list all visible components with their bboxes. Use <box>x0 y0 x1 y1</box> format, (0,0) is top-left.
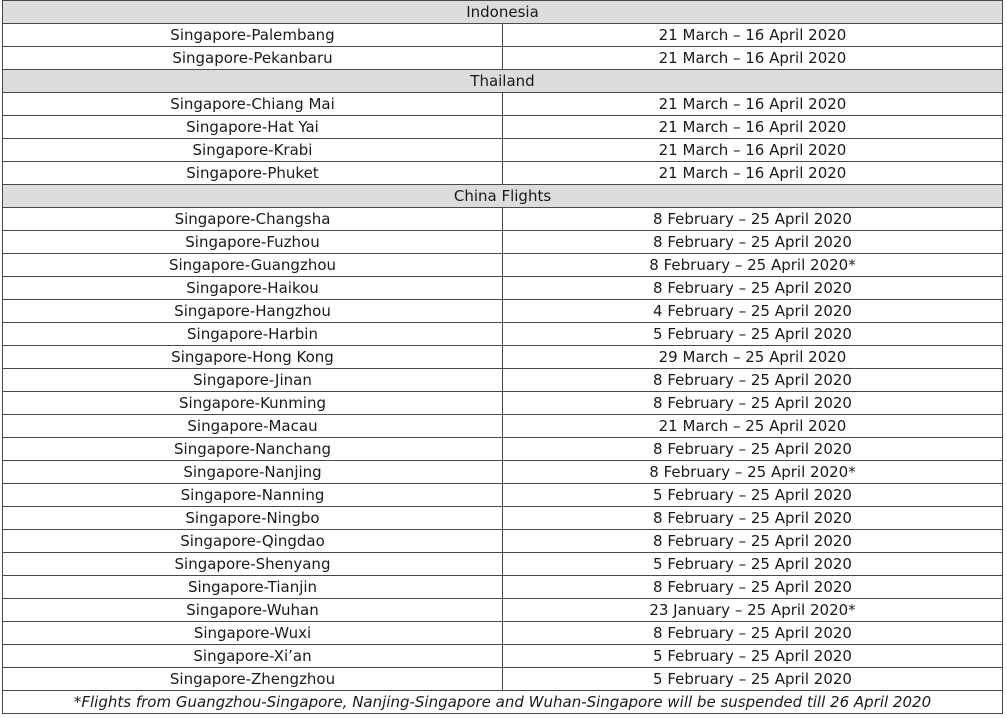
route-cell: Singapore-Zhengzhou <box>3 668 503 691</box>
suspension-period-cell: 21 March – 16 April 2020 <box>503 116 1003 139</box>
table-row <box>3 668 1003 691</box>
route-cell: Singapore-Guangzhou <box>3 254 503 277</box>
suspension-period-cell: 8 February – 25 April 2020 <box>503 576 1003 599</box>
route-cell: Singapore-Kunming <box>3 392 503 415</box>
route-cell: Singapore-Jinan <box>3 369 503 392</box>
route-cell: Singapore-Hong Kong <box>3 346 503 369</box>
route-cell: Singapore-Palembang <box>3 24 503 47</box>
route-cell: Singapore-Xi’an <box>3 645 503 668</box>
table-row <box>3 254 1003 277</box>
suspension-period-cell: 23 January – 25 April 2020* <box>503 599 1003 622</box>
suspension-period-cell: 8 February – 25 April 2020 <box>503 369 1003 392</box>
route-cell: Singapore-Hat Yai <box>3 116 503 139</box>
table-row <box>3 24 1003 47</box>
table-row <box>3 323 1003 346</box>
suspension-period-cell: 21 March – 16 April 2020 <box>503 139 1003 162</box>
suspension-period-cell: 5 February – 25 April 2020 <box>503 553 1003 576</box>
table-row <box>3 47 1003 70</box>
table-row <box>3 553 1003 576</box>
suspension-period-cell: 8 February – 25 April 2020 <box>503 507 1003 530</box>
section-title: Thailand <box>3 70 1003 93</box>
table-row <box>3 392 1003 415</box>
table-row <box>3 415 1003 438</box>
footnote-row <box>3 691 1003 714</box>
table-row <box>3 530 1003 553</box>
route-cell: Singapore-Nanning <box>3 484 503 507</box>
suspension-period-cell: 21 March – 16 April 2020 <box>503 24 1003 47</box>
section-title: Indonesia <box>3 1 1003 24</box>
table-row <box>3 438 1003 461</box>
route-cell: Singapore-Harbin <box>3 323 503 346</box>
route-cell: Singapore-Macau <box>3 415 503 438</box>
suspension-period-cell: 5 February – 25 April 2020 <box>503 484 1003 507</box>
table-row <box>3 645 1003 668</box>
suspension-period-cell: 5 February – 25 April 2020 <box>503 645 1003 668</box>
section-title: China Flights <box>3 185 1003 208</box>
route-cell: Singapore-Qingdao <box>3 530 503 553</box>
table-row <box>3 346 1003 369</box>
suspension-period-cell: 21 March – 16 April 2020 <box>503 47 1003 70</box>
table-row <box>3 277 1003 300</box>
table-row <box>3 599 1003 622</box>
footnote: *Flights from Guangzhou-Singapore, Nanjing-Singapore and Wuhan-Singapore will be suspended till 26 April 2020 <box>3 691 1003 714</box>
route-cell: Singapore-Nanchang <box>3 438 503 461</box>
suspension-period-cell: 8 February – 25 April 2020 <box>503 392 1003 415</box>
suspension-period-cell: 21 March – 25 April 2020 <box>503 415 1003 438</box>
suspension-period-cell: 4 February – 25 April 2020 <box>503 300 1003 323</box>
suspension-period-cell: 8 February – 25 April 2020 <box>503 622 1003 645</box>
route-cell: Singapore-Pekanbaru <box>3 47 503 70</box>
section-header-row <box>3 1 1003 24</box>
route-cell: Singapore-Chiang Mai <box>3 93 503 116</box>
table-body <box>3 1 1003 714</box>
suspension-period-cell: 21 March – 16 April 2020 <box>503 93 1003 116</box>
route-cell: Singapore-Haikou <box>3 277 503 300</box>
table-row <box>3 576 1003 599</box>
suspension-period-cell: 21 March – 16 April 2020 <box>503 162 1003 185</box>
table-row <box>3 139 1003 162</box>
suspension-period-cell: 8 February – 25 April 2020* <box>503 461 1003 484</box>
section-header-row <box>3 185 1003 208</box>
suspension-schedule-table <box>2 0 1003 714</box>
table-row <box>3 116 1003 139</box>
table-row <box>3 231 1003 254</box>
suspension-period-cell: 5 February – 25 April 2020 <box>503 668 1003 691</box>
route-cell: Singapore-Krabi <box>3 139 503 162</box>
table-row <box>3 300 1003 323</box>
suspension-period-cell: 8 February – 25 April 2020 <box>503 438 1003 461</box>
table-row <box>3 208 1003 231</box>
suspension-period-cell: 8 February – 25 April 2020 <box>503 530 1003 553</box>
route-cell: Singapore-Tianjin <box>3 576 503 599</box>
table-row <box>3 507 1003 530</box>
suspension-period-cell: 29 March – 25 April 2020 <box>503 346 1003 369</box>
route-cell: Singapore-Phuket <box>3 162 503 185</box>
table-row <box>3 162 1003 185</box>
route-cell: Singapore-Wuhan <box>3 599 503 622</box>
suspension-period-cell: 8 February – 25 April 2020* <box>503 254 1003 277</box>
table-row <box>3 369 1003 392</box>
route-cell: Singapore-Nanjing <box>3 461 503 484</box>
suspension-period-cell: 8 February – 25 April 2020 <box>503 231 1003 254</box>
table-row <box>3 622 1003 645</box>
table-row <box>3 93 1003 116</box>
route-cell: Singapore-Changsha <box>3 208 503 231</box>
route-cell: Singapore-Fuzhou <box>3 231 503 254</box>
route-cell: Singapore-Ningbo <box>3 507 503 530</box>
section-header-row <box>3 70 1003 93</box>
table-row <box>3 484 1003 507</box>
suspension-period-cell: 8 February – 25 April 2020 <box>503 208 1003 231</box>
table-row <box>3 461 1003 484</box>
route-cell: Singapore-Wuxi <box>3 622 503 645</box>
suspension-period-cell: 8 February – 25 April 2020 <box>503 277 1003 300</box>
route-cell: Singapore-Hangzhou <box>3 300 503 323</box>
suspension-period-cell: 5 February – 25 April 2020 <box>503 323 1003 346</box>
route-cell: Singapore-Shenyang <box>3 553 503 576</box>
